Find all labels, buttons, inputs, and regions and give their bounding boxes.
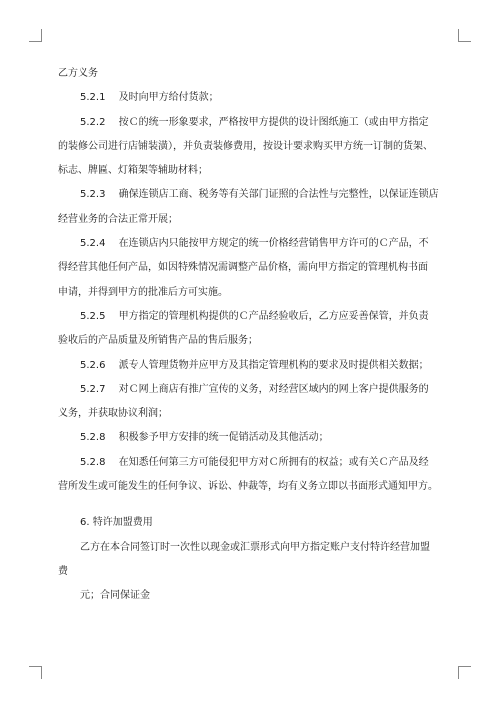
clause-5-2-2: 5.2.2 按Ｃ的统一形象要求，严格按甲方提供的设计图纸施工（或由甲方指定 <box>80 116 429 128</box>
clause-5-2-3-cont: 经营业务的合法正常开展； <box>58 213 178 225</box>
clause-5-2-2-cont-2: 标志、牌匾、灯箱架等辅助材料； <box>58 165 208 177</box>
clause-5-2-7-cont: 义务，并获取协议利润； <box>58 408 168 420</box>
clause-5-2-7: 5.2.7 对Ｃ网上商店有推广宣传的义务，对经营区域内的网上客户提供服务的 <box>80 383 429 395</box>
clause-5-2-8-a: 5.2.8 积极参予甲方安排的统一促销活动及其他活动； <box>80 432 329 444</box>
clause-5-2-8-b: 5.2.8 在知悉任何第三方可能侵犯甲方对Ｃ所拥有的权益；或有关Ｃ产品及经 <box>80 456 429 468</box>
clause-5-2-5: 5.2.5 甲方指定的管理机构提供的Ｃ产品经验收后，乙方应妥善保管，并负责 <box>80 310 429 322</box>
clause-5-2-8-b-cont: 营所发生或可能发生的任何争议、诉讼、仲裁等，均有义务立即以书面形式通知甲方。 <box>58 481 438 493</box>
section-6-heading: 6. 特许加盟费用 <box>80 517 153 529</box>
crop-mark-top-left <box>29 29 42 42</box>
clause-5-2-4-cont-2: 申请，并得到甲方的批准后方可实施。 <box>58 286 228 298</box>
crop-mark-bottom-left <box>29 666 42 679</box>
section-heading: 乙方义务 <box>58 68 98 79</box>
document-body <box>58 62 448 609</box>
crop-mark-bottom-right <box>458 666 471 679</box>
clause-5-2-2-cont-1: 的装修公司进行店铺装潢），并负责装修费用，按设计要求购买甲方统一订制的货架、 <box>58 140 433 152</box>
clause-5-2-3: 5.2.3 确保连锁店工商、税务等有关部门证照的合法性与完整性，以保证连锁店 <box>80 189 439 201</box>
clause-5-2-1: 5.2.1 及时向甲方给付货款； <box>80 92 219 104</box>
clause-5-2-4-cont-1: 得经营其他任何产品，如因特殊情况需调整产品价格，需向甲方指定的管理机构书面 <box>58 262 428 274</box>
section-6-text: 乙方在本合同签订时一次性以现金或汇票形式向甲方指定账户支付特许经营加盟 <box>80 541 430 553</box>
clause-5-2-4: 5.2.4 在连锁店内只能按甲方规定的统一价格经营销售甲方许可的Ｃ产品，不 <box>80 238 429 250</box>
section-6-text-cont-2: 元；合同保证金 <box>80 590 150 602</box>
section-6-text-cont-1: 费 <box>58 565 68 577</box>
clause-5-2-6: 5.2.6 派专人管理货物并应甲方及其指定管理机构的要求及时提供相关数据； <box>80 359 429 371</box>
clause-5-2-5-cont: 验收后的产品质量及所销售产品的售后服务； <box>58 335 258 347</box>
crop-mark-top-right <box>458 29 471 42</box>
